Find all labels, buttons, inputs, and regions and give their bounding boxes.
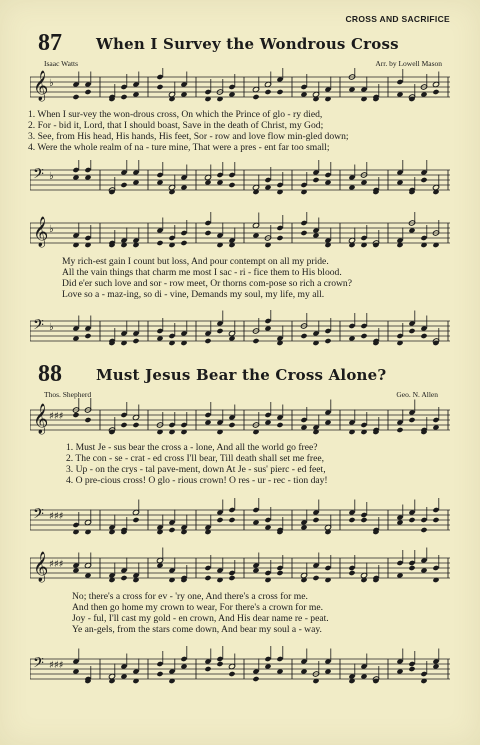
note-head [216, 328, 223, 334]
verse-line: No; there's a cross for ev - 'ry one, And there's a cross for me. [72, 591, 308, 602]
note-head [84, 417, 91, 423]
note-head [276, 235, 283, 241]
treble-staff [30, 212, 450, 254]
note-head [300, 230, 307, 236]
note-head [312, 575, 319, 581]
key-signature-flat: ♭ [49, 171, 54, 182]
note-head [216, 517, 223, 523]
treble-clef: 𝄞 [33, 71, 49, 101]
verse-block [28, 109, 448, 153]
treble-staff [30, 68, 450, 106]
note-head [168, 527, 175, 533]
bass-staff [30, 498, 450, 542]
note-head [396, 427, 403, 433]
hymn-title: When I Survey the Wondrous Cross [96, 35, 399, 53]
note-head [204, 575, 211, 581]
bass-clef: 𝄢 [33, 655, 44, 675]
note-head [120, 575, 127, 581]
bass-staff [30, 160, 450, 200]
verse-line: 1. Must Je - sus bear the cross a - lone, And all the world go free? [66, 442, 318, 453]
verse-line: 2. The con - se - crat - ed cross I'll bear, Till death shall set me free, [66, 453, 324, 464]
note-head [408, 565, 415, 571]
note-head [408, 666, 415, 672]
words-credit: Thos. Shepherd [44, 390, 92, 399]
hymn-title: Must Jesus Bear the Cross Alone? [96, 366, 387, 384]
note-head [132, 517, 139, 523]
note-head [204, 338, 211, 344]
verse-line: All the vain things that charm me most I sac - ri - fice them to His blood. [62, 267, 342, 278]
verse-block [28, 442, 448, 486]
treble-staff [30, 546, 450, 590]
note-head [276, 422, 283, 428]
note-head [420, 177, 427, 183]
verse-line: Joy - ful, I'll cast my gold - en crown, And His dear name re - peat. [72, 613, 329, 624]
verse-line: 2. For - bid it, Lord, that I should boast, Save in the death of Christ, my God; [28, 120, 324, 131]
note-head [360, 517, 367, 523]
note-head [180, 240, 187, 246]
hymn-number: 87 [38, 30, 62, 56]
note-head [432, 517, 439, 523]
verse-line: Ye an-gels, from the stars come down, And bear my soul a - way. [72, 624, 322, 635]
note-head [264, 89, 271, 95]
note-head [228, 422, 235, 428]
verse-block [28, 591, 448, 635]
note-head [432, 89, 439, 95]
verse-line: And then go home my crown to wear, For there's a crown for me. [72, 602, 323, 613]
note-head [360, 333, 367, 339]
key-signature-flat: ♭ [49, 322, 54, 333]
note-head [120, 422, 127, 428]
note-head [228, 671, 235, 677]
key-signature-sharps: ♯♯♯ [49, 660, 64, 671]
note-head [252, 338, 259, 344]
bass-clef: 𝄢 [33, 506, 44, 526]
note-head [348, 517, 355, 523]
key-signature-flat: ♭ [49, 78, 54, 89]
note-head [204, 666, 211, 672]
note-head [408, 417, 415, 423]
note-head [312, 517, 319, 523]
verse-line: Love so a - maz-ing, so di - vine, Demands my soul, my life, my all. [62, 289, 325, 300]
verse-line: 3. Up - on the crys - tal pave-ment, down At Je - sus' pierc - ed feet, [66, 464, 326, 475]
note-head [72, 412, 79, 418]
note-head [276, 570, 283, 576]
key-signature-sharps: ♯♯♯ [49, 411, 64, 422]
verse-block [28, 256, 448, 300]
note-head [228, 182, 235, 188]
note-head [84, 333, 91, 339]
note-head [204, 230, 211, 236]
note-head [252, 94, 259, 100]
note-head [300, 333, 307, 339]
bass-clef: 𝄢 [33, 317, 44, 337]
note-head [84, 89, 91, 95]
note-head [120, 182, 127, 188]
verse-line: 3. See, from His head, His hands, His feet, Sor - row and love flow min-gled down; [28, 131, 349, 142]
note-head [216, 661, 223, 667]
note-head [120, 94, 127, 100]
hymn-number: 88 [38, 361, 62, 387]
key-signature-sharps: ♯♯♯ [49, 559, 64, 570]
note-head [156, 671, 163, 677]
note-head [132, 338, 139, 344]
note-head [408, 328, 415, 334]
note-head [228, 517, 235, 523]
verse-line: My rich-est gain I count but loss, And pour contempt on all my pride. [62, 256, 329, 267]
note-head [408, 517, 415, 523]
note-head [420, 527, 427, 533]
note-head [156, 240, 163, 246]
music-credit: Geo. N. Allen [396, 390, 438, 399]
note-head [312, 177, 319, 183]
treble-clef: 𝄞 [33, 217, 49, 247]
bass-staff [30, 646, 450, 692]
note-head [324, 338, 331, 344]
music-credit: Arr. by Lowell Mason [375, 59, 442, 68]
key-signature-sharps: ♯♯♯ [49, 511, 64, 522]
bass-staff [30, 310, 450, 352]
note-head [252, 676, 259, 682]
words-credit: Isaac Watts [44, 59, 79, 68]
note-head [276, 89, 283, 95]
note-head [348, 570, 355, 576]
verse-line: Did e'er such love and sor - row meet, Or thorns com-pose so rich a crown? [62, 278, 352, 289]
verse-line: 1. When I sur-vey the won-drous cross, On which the Prince of glo - ry died, [28, 109, 323, 120]
treble-clef: 𝄞 [33, 404, 49, 434]
verse-line: 4. O pre-cious cross! O glo - rious crown! O res - ur - rec - tion day! [66, 475, 328, 486]
treble-clef: 𝄞 [33, 552, 49, 582]
note-head [420, 333, 427, 339]
section-header: CROSS AND SACRIFICE [345, 14, 450, 24]
verse-line: 4. Were the whole realm of na - ture mine, That were a pres - ent far too small; [28, 142, 330, 153]
note-head [156, 84, 163, 90]
note-head [132, 422, 139, 428]
bass-clef: 𝄢 [33, 166, 44, 186]
treble-staff [30, 398, 450, 442]
key-signature-flat: ♭ [49, 224, 54, 235]
note-head [72, 94, 79, 100]
note-head [228, 575, 235, 581]
